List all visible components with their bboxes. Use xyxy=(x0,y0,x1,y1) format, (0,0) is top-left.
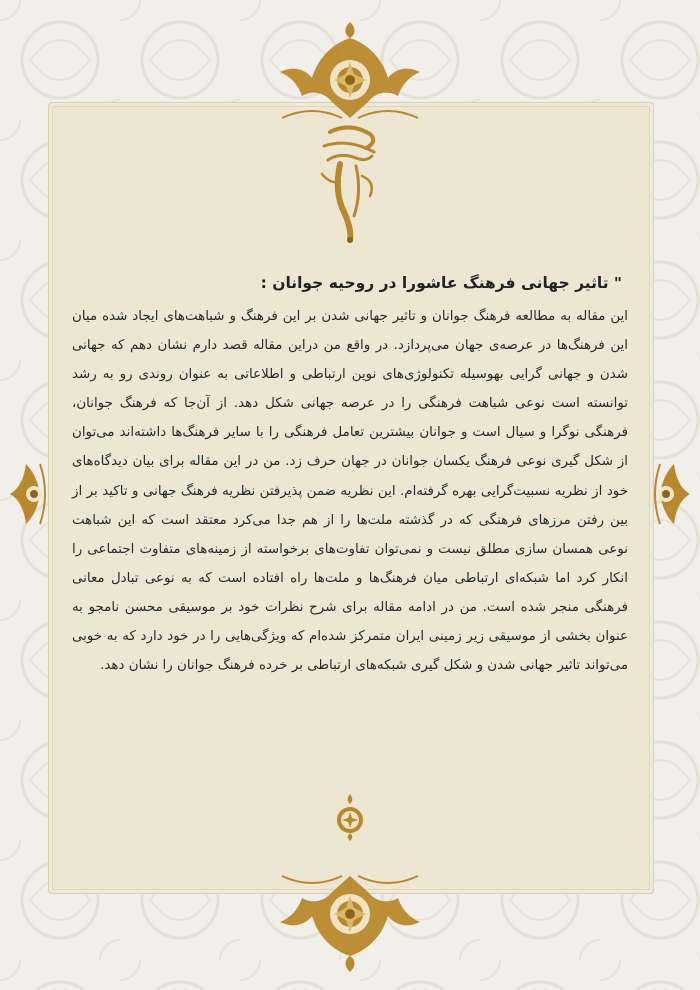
article-title: " تاثیر جهانی فرهنگ عاشورا در روحیه جوانان : xyxy=(260,274,622,292)
article-content xyxy=(72,272,628,680)
article-body: این مقاله به مطالعه فرهنگ جوانان و تاثیر جهانی شدن بر این فرهنگ و شباهت‌های ایجاد شده میان این فرهنگ‌ها در عرصه‌ی جهان می‌پردازد. در واقع من دراین مقاله قصد دارم نشان دهم که جهانی شدن و جهانی گرایی بهوسیله تکنولوژی‌های نوین ارتباطی و اطلاعاتی به عنوان روندی رو به رشد توانسته است نوعی شباهت فرهنگی را در عرصه جهانی شکل دهد. از آن‌جا که فرهنگ جوانان، فرهنگی نوگرا و سیال است و جوانان بیشترین تعامل فرهنگی را با سایر فرهنگ‌ها داشته‌اند می‌توان از شکل گیری نوعی فرهنگ یکسان جوانان در جهان حرف زد. من در این مقاله برای بیان دیدگاه‌های خود از نظریه نسبیت‌گرایی بهره گرفته‌ام. این نظریه ضمن پذیرفتن نظریه فرهنگ جهانی و تاکید بر از بین رفتن مرزهای فرهنگی که در گذشته ملت‌ها را از هم جدا می‌کرد معتقد است که این شباهت نوعی همسان سازی مطلق نیست و نمی‌توان تفاوت‌های برخواسته از زمینه‌های متفاوت اجتماعی را انکار کرد اما شبکه‌ای ارتباطی میان فرهنگ‌ها و ملت‌ها راه افتاده است که به نوعی تبادل معانی فرهنگی منجر شده است. من در ادامه مقاله برای شرح نظرات خود بر موسیقی محسن نامجو به عنوان بخشی از موسیقی زیر زمینی ایران متمرکز شده‌ام که ویژگی‌هایی را در خود دارد که به خوبی می‌تواند تاثیر جهانی شدن و شکل گیری شبکه‌های ارتباطی بر خرده فرهنگ جوانان را نشان دهد. xyxy=(72,309,628,674)
medallion-ornament-icon xyxy=(334,792,366,842)
bismillah-calligraphy-icon xyxy=(300,112,400,247)
top-ornament-icon xyxy=(272,18,428,124)
left-side-ornament-icon xyxy=(6,444,54,544)
bottom-ornament-icon xyxy=(272,870,428,976)
right-side-ornament-icon xyxy=(646,444,694,544)
